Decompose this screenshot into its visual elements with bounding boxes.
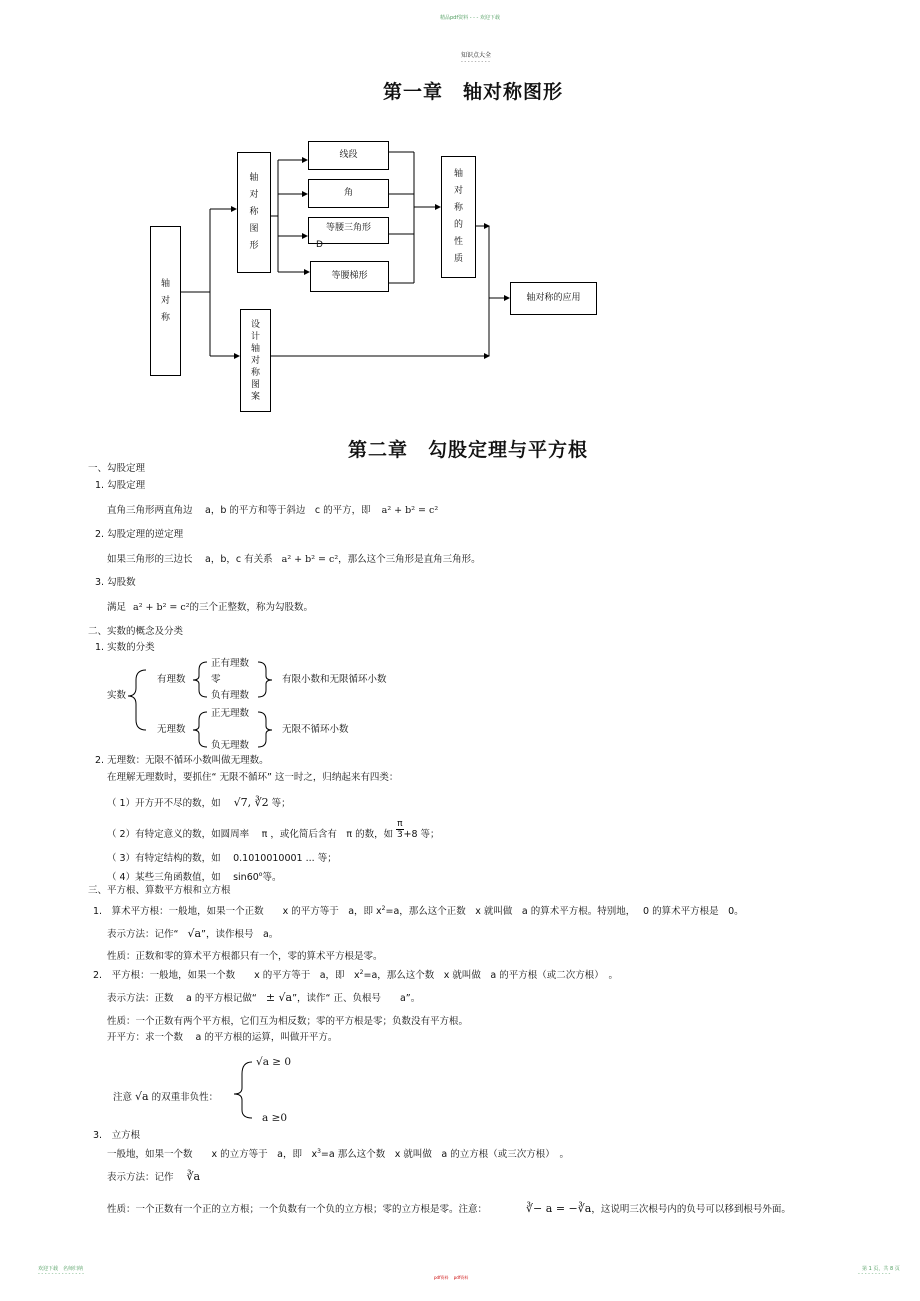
s1-p3-title: 3. 勾股数 — [95, 577, 136, 588]
root-char: 对 — [160, 295, 170, 306]
item-label: 线段 — [339, 150, 358, 160]
s3-p3-rep-a: 表示方法：记作 — [107, 1172, 174, 1183]
s3-p3-title: 3. 立方根 — [93, 1130, 141, 1141]
s2-p2-intro: 在理解无理数时，要抓住“ 无限不循环” 这一时之，归纳起来有四类： — [107, 772, 399, 783]
box-char: 称 — [249, 207, 259, 217]
footer-right: 第 1 页，共 8 页 — [862, 1266, 900, 1272]
s2-p2-title: 2. 无理数：无限不循环小数叫做无理数。 — [95, 755, 269, 766]
s3-p3-property — [107, 1203, 791, 1216]
s1-p1-formula: a² + b² = c² — [381, 505, 439, 516]
s2-case4-text-b: 等。 — [262, 872, 282, 884]
fraction-numerator: π — [397, 819, 403, 829]
application-label: 轴对称的应用 — [526, 293, 581, 303]
box-char: 设 — [250, 319, 260, 330]
s3-p3-representation — [107, 1171, 200, 1184]
degree-sup: o — [258, 871, 263, 878]
rational-label: 有理数 — [157, 674, 186, 685]
s1-p1-text: 直角三角形两直角边 a，b 的平方和等于斜边 c 的平方，即 — [107, 505, 371, 516]
note-case-1: √a ≥ 0 — [256, 1056, 292, 1068]
root-char: 轴 — [160, 278, 170, 289]
s3-p2-b: =a，那么这个数 x 就叫做 a 的平方根（或二次方根） 。 — [363, 970, 618, 982]
box-char: 对 — [249, 190, 259, 200]
section2-heading: 二、实数的概念及分类 — [88, 626, 184, 637]
section1-heading: 一、勾股定理 — [88, 463, 146, 474]
s1-p1-title: 1. 勾股定理 — [95, 480, 146, 491]
item-label: 等腰梯形 — [331, 271, 368, 281]
s3-p3-prop-b: ，这说明三次根号内的负号可以移到根号外面。 — [591, 1204, 791, 1215]
footer-left-dots: - - - - - - - - - - - - - - — [38, 1271, 84, 1277]
s1-p2-title: 2. 勾股定理的逆定理 — [95, 529, 184, 540]
s3-note-b: 的双重非负性： — [151, 1092, 219, 1103]
sqrt-a-math: √a — [187, 927, 202, 940]
box-char: 称 — [453, 203, 463, 213]
s3-p1-rep-a: 表示方法：记作“ — [107, 929, 179, 940]
s3-p3-b: =a 那么这个数 x 就叫做 a 的立方根（或三次方根） 。 — [320, 1149, 569, 1161]
s3-p2-sup: 2 — [359, 969, 364, 976]
box-char: 案 — [250, 391, 260, 402]
item-label: 角 — [343, 188, 353, 198]
box-char: 图 — [250, 379, 260, 390]
s1-p2-text-b: ，那么这个三角形是直角三角形。 — [338, 554, 481, 565]
s1-p3-formula: a² + b² = c² — [133, 602, 190, 613]
note-sqrt-math: √a — [135, 1090, 149, 1103]
s2-case1-math: √7, ∛2 — [233, 796, 269, 809]
box-char: 形 — [249, 241, 259, 251]
plus-minus-sqrt-math: ± √a — [265, 991, 293, 1004]
s3-p3-sup: 3 — [317, 1148, 321, 1155]
s3-note-a: 注意 — [113, 1092, 133, 1103]
item-extra-mark: D — [316, 240, 323, 250]
root-char: 称 — [160, 312, 170, 323]
cube-root-math: ∛a — [186, 1170, 201, 1183]
box-char: 轴 — [453, 169, 463, 179]
irrational-label: 无理数 — [157, 724, 186, 735]
footer-right-dots: - - - - - - - - - - — [858, 1271, 891, 1277]
rational-item: 负有理数 — [211, 690, 250, 701]
fraction-denominator: 3 — [396, 830, 403, 840]
section3-heading: 三、平方根、算数平方根和立方根 — [88, 885, 231, 896]
s2-case2-text-a: （ 2）有特定意义的数，如圆周率 π ，或化简后含有 π 的数，如 — [107, 829, 394, 840]
irrational-item: 正无理数 — [211, 708, 250, 719]
s3-p2-a: 2. 平方根：一般地，如果一个数 x 的平方等于 a，即 x — [93, 970, 360, 982]
header-subtitle: 知识点大全 — [461, 52, 492, 59]
box-char: 质 — [453, 254, 463, 264]
header-watermark: 精品pdf资料 - - - 欢迎下载 — [440, 15, 500, 21]
cube-root-identity-math: ∛− a = −∛a — [526, 1202, 592, 1215]
s2-case1-text: （ 1）开方开不尽的数，如 — [107, 798, 221, 809]
box-char: 性 — [453, 237, 463, 247]
s3-p1-a: 1. 算术平方根：一般地，如果一个正数 x 的平方等于 a，即 x — [93, 906, 382, 918]
s2-case2-text-b: +8 等； — [403, 829, 440, 840]
chapter1-title: 第一章 轴对称图形 — [383, 81, 564, 103]
s3-p3 — [107, 1146, 569, 1161]
footer-center: pdf资料 pdf资料 — [434, 1275, 469, 1280]
box-char: 轴 — [249, 173, 259, 183]
s1-p3-text-b: 的三个正整数，称为勾股数。 — [189, 602, 314, 613]
box-char: 计 — [250, 331, 260, 342]
s3-p1-b: =a，那么这个正数 x 就叫做 a 的算术平方根。特别地， 0 的算术平方根是 0。 — [385, 906, 744, 918]
s1-p2-formula: a² + b² = c² — [281, 554, 339, 565]
s3-p2-rep-a: 表示方法：正数 a 的平方根记做“ — [107, 993, 257, 1004]
irrational-description: 无限不循环小数 — [282, 724, 349, 735]
s2-case1-end: 等； — [271, 798, 291, 809]
s3-p3-a: 一般地，如果一个数 x 的立方等于 a，即 x — [107, 1149, 318, 1161]
s1-p2-text-a: 如果三角形的三边长 a，b，c 有关系 — [107, 554, 273, 565]
s2-case3: （ 3）有特定结构的数，如 0.1010010001 ... 等； — [107, 853, 337, 864]
s3-p2-open-square: 开平方：求一个数 a 的平方根的运算，叫做开平方。 — [107, 1032, 338, 1043]
box-char: 图 — [249, 224, 259, 234]
s3-p1-sup: 2 — [381, 905, 386, 912]
s3-p2-rep-b: ”，读作“ 正、负根号 a”。 — [292, 993, 421, 1004]
s3-note — [113, 1091, 218, 1104]
rational-item: 零 — [211, 674, 221, 685]
header-subtitle-underline: - - - - - - - - - — [461, 59, 490, 65]
box-char: 轴 — [250, 343, 260, 354]
rational-item: 正有理数 — [211, 658, 250, 669]
item-label: 等腰三角形 — [325, 223, 371, 233]
note-case-2: a ≥0 — [262, 1112, 288, 1124]
s3-p3-prop-a: 性质：一个正数有一个正的立方根；一个负数有一个负的立方根；零的立方根是零。注意： — [107, 1204, 488, 1215]
footer-left: 欢迎下载 名师归纳 — [38, 1266, 84, 1272]
box-char: 对 — [453, 186, 463, 196]
s3-p2-property: 性质：一个正数有两个平方根，它们互为相反数；零的平方根是零；负数没有平方根。 — [107, 1016, 469, 1027]
s3-p1-rep-b: ”，读作根号 a。 — [201, 929, 279, 940]
box-char: 对 — [250, 355, 260, 366]
box-char: 称 — [250, 367, 260, 378]
rational-description: 有限小数和无限循环小数 — [282, 674, 387, 685]
s3-p1-property: 性质：正数和零的算术平方根都只有一个，零的算术平方根是零。 — [107, 951, 383, 962]
real-number-label: 实数 — [107, 690, 127, 701]
s1-p3-text-a: 满足 — [107, 602, 127, 613]
s2-p1-title: 1. 实数的分类 — [95, 642, 155, 653]
irrational-item: 负无理数 — [211, 740, 250, 751]
s2-case4-text-a: （ 4）某些三角函数值，如 sin60 — [107, 872, 259, 884]
box-char: 的 — [453, 220, 463, 230]
chapter2-title: 第二章 勾股定理与平方根 — [348, 439, 589, 461]
